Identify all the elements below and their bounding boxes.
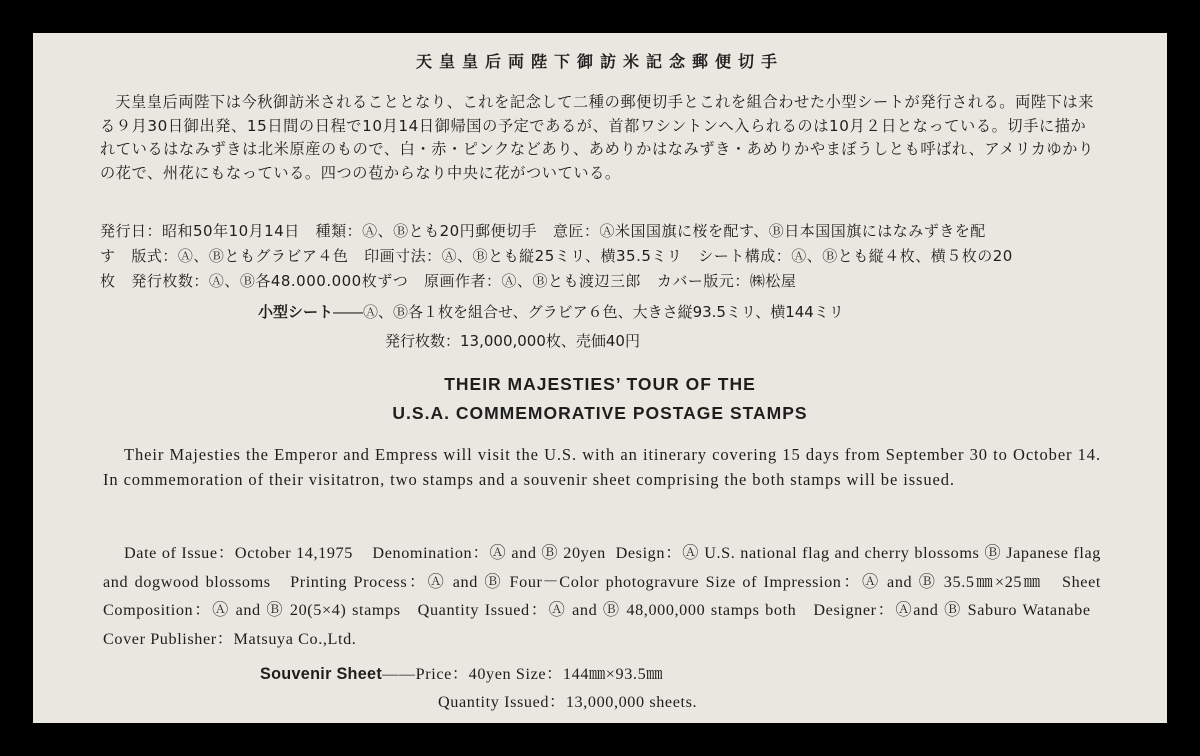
- spec-designer-en: Designer：Ⓐand Ⓑ Saburo Watanabe: [813, 601, 1091, 619]
- spec-sheet-composition-en: Sheet Composition：Ⓐ and Ⓑ 20(5×4) stamps: [103, 572, 1101, 619]
- souvenir-sheet-dash-ja: ――: [333, 303, 364, 321]
- japanese-paragraph: 天皇皇后両陛下は今秋御訪米されることとなり、これを記念して二種の郵便切手とこれを組合わせた小型シートが発行される。両陛下は来る９月30日御出発、15日間の日程で10月14日御帰国の予定であるが、首都ワシントンへ入られるのは10月２日となっている。切手に描かれているはなみずきは北米原産のもので、白・赤・ピンクなどあり、あめりかはなみずき・あめりかやまぼうしとも呼ばれ、アメリカゆかりの花で、州花にもなっている。四つの苞からなり中央に花がついている。: [100, 93, 1095, 182]
- souvenir-sheet-label-ja: 小型シート: [258, 303, 334, 321]
- spec-design-en: Design：Ⓐ U.S. national flag and cherry blossoms Ⓑ Japanese flag and dogwood blossoms: [103, 544, 1101, 591]
- spec-quantity-ja: 発行枚数：Ⓐ、Ⓑ各48.000.000枚ずつ: [131, 272, 409, 290]
- souvenir-sheet-label-en: Souvenir Sheet: [260, 665, 383, 683]
- english-paragraph: Their Majesties the Emperor and Empress will visit the U.S. with an itinerary covering 15 days from September 30 to October 14. In commemoration of their visitatron, two stamps and a souvenir sheet comprising the both stamps will be issued.: [103, 445, 1101, 489]
- english-title-line2: U.S.A. COMMEMORATIVE POSTAGE STAMPS: [392, 403, 808, 423]
- spec-cover-publisher-en: Cover Publisher：Matsuya Co.,Ltd.: [103, 629, 357, 648]
- spec-printing-en: Printing Process：Ⓐ and Ⓑ Four－Color photogravure: [290, 572, 700, 591]
- spec-designer-ja: 原画作者：Ⓐ、Ⓑとも渡辺三郎: [424, 272, 642, 290]
- spec-sheet-composition-ja: シート構成：Ⓐ、Ⓑとも縦４枚、横５枚の20枚: [100, 247, 1013, 290]
- english-title-line1: THEIR MAJESTIES’ TOUR OF THE: [444, 374, 756, 394]
- japanese-specs: [100, 219, 1100, 294]
- souvenir-sheet-desc-en: Price：40yen Size：144㎜×93.5㎜: [415, 665, 664, 683]
- souvenir-sheet-ja: [258, 301, 844, 322]
- souvenir-sheet-dash-en: ――: [382, 665, 416, 683]
- english-title: [33, 370, 1167, 428]
- english-specs: [103, 539, 1101, 653]
- spec-cover-publisher-ja: カバー版元：㈱松屋: [656, 272, 797, 290]
- spec-impression-ja: 印画寸法：Ⓐ、Ⓑとも縦25ミリ、横35.5ミリ: [364, 247, 683, 265]
- spec-issue-date-ja: 発行日：昭和50年10月14日: [100, 222, 300, 240]
- spec-issue-date-en: Date of Issue：October 14,1975: [124, 544, 353, 562]
- spec-printing-ja: 版式：Ⓐ、Ⓑともグラビア４色: [131, 247, 349, 265]
- souvenir-sheet-desc-ja: Ⓐ、Ⓑ各１枚を組合せ、グラビア６色、大きさ縦93.5ミリ、横144ミリ: [363, 303, 844, 321]
- souvenir-sheet-quantity-en: Quantity Issued：13,000,000 sheets.: [438, 693, 698, 711]
- spec-design-ja: 意匠：Ⓐ米国国旗に桜を配す、Ⓑ日本国国旗にはなみずきを配す: [100, 222, 986, 265]
- souvenir-sheet-quantity-ja: 発行枚数：13,000,000枚、売価40円: [385, 332, 640, 350]
- japanese-title: 天皇皇后両陛下御訪米記念郵便切手: [415, 52, 784, 71]
- spec-quantity-en: Quantity Issued：Ⓐ and Ⓑ 48,000,000 stamps both: [417, 601, 797, 619]
- spec-denomination-ja: 種類：Ⓐ、Ⓑとも20円郵便切手: [315, 222, 538, 240]
- souvenir-sheet-en: [260, 660, 663, 684]
- spec-denomination-en: Denomination：Ⓐ and Ⓑ 20yen: [372, 544, 606, 562]
- document-page: [33, 33, 1167, 723]
- spec-impression-en: Size of Impression：Ⓐ and Ⓑ 35.5㎜×25㎜: [705, 572, 1043, 591]
